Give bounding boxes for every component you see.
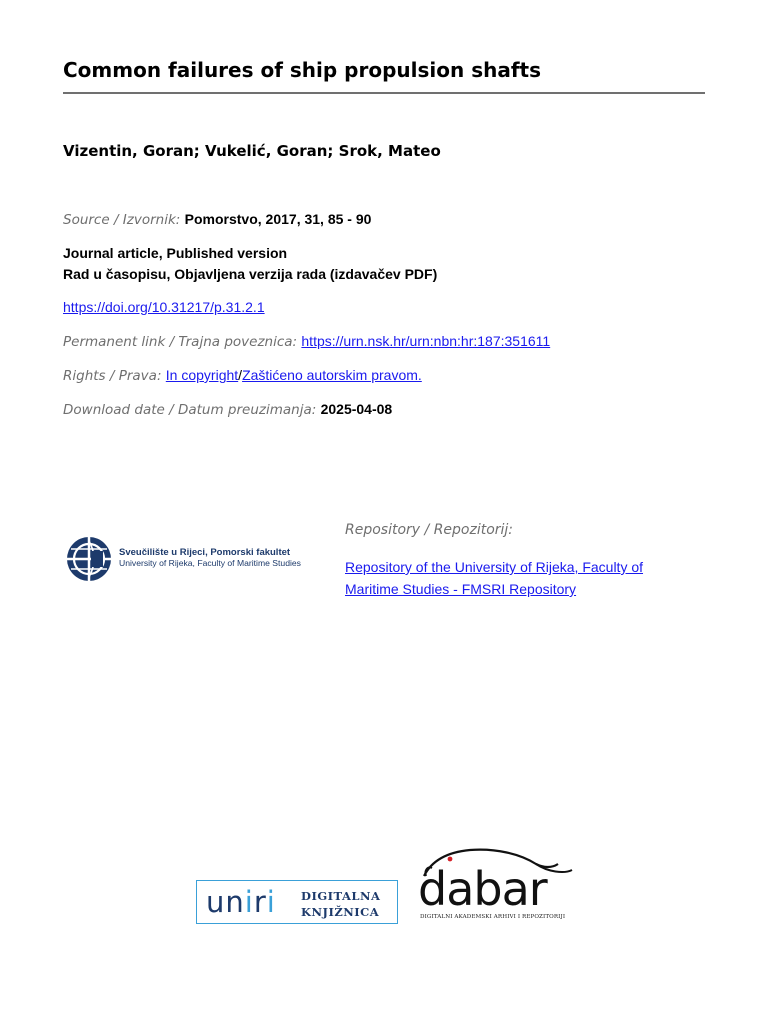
publication-type bbox=[63, 243, 437, 285]
dabar-logo[interactable] bbox=[418, 846, 578, 926]
rights-separator: / bbox=[238, 367, 243, 383]
dabar-wordmark: dabar bbox=[418, 862, 547, 916]
rights-row bbox=[63, 367, 422, 384]
fmsri-name-en: University of Rijeka, Faculty of Maritime Studies bbox=[119, 558, 301, 568]
doi-row bbox=[63, 299, 265, 316]
publication-type-hr: Rad u časopisu, Objavljena verzija rada (izdavačev PDF) bbox=[63, 266, 438, 282]
fmsri-logo bbox=[63, 533, 328, 585]
uniri-logo[interactable] bbox=[196, 880, 398, 924]
authors: Vizentin, Goran; Vukelić, Goran; Srok, Mateo bbox=[63, 142, 441, 160]
source-label: Source / Izvornik: bbox=[63, 212, 181, 228]
dabar-subtitle: DIGITALNI AKADEMSKI ARHIVI I REPOZITORIJI bbox=[420, 914, 566, 920]
rights-label: Rights / Prava: bbox=[63, 368, 162, 384]
permalink-link[interactable]: https://urn.nsk.hr/urn:nbn:hr:187:351611 bbox=[301, 333, 551, 349]
download-row bbox=[63, 401, 392, 418]
repository-link[interactable]: Repository of the University of Rijeka, Faculty of Maritime Studies - FMSRI Repository bbox=[345, 559, 644, 597]
title-divider bbox=[63, 92, 705, 94]
fmsri-name-hr: Sveučilište u Rijeci, Pomorski fakultet bbox=[119, 547, 291, 558]
uniri-label-2: KNJIŽNICA bbox=[301, 905, 380, 919]
download-label: Download date / Datum preuzimanja: bbox=[63, 402, 317, 418]
document-title: Common failures of ship propulsion shafts bbox=[63, 58, 541, 82]
permalink-row bbox=[63, 333, 550, 350]
source-value: Pomorstvo, 2017, 31, 85 - 90 bbox=[184, 211, 372, 227]
repository-link-container bbox=[345, 556, 665, 600]
rights-link-en[interactable]: In copyright bbox=[165, 367, 239, 383]
source-row bbox=[63, 211, 371, 228]
download-value: 2025-04-08 bbox=[320, 401, 393, 417]
uniri-label-1: DIGITALNA bbox=[301, 889, 381, 903]
publication-type-en: Journal article, Published version bbox=[63, 245, 288, 261]
permalink-label: Permanent link / Trajna poveznica: bbox=[63, 334, 298, 350]
doi-link[interactable]: https://doi.org/10.31217/p.31.2.1 bbox=[63, 299, 265, 315]
rights-link-hr[interactable]: Zaštićeno autorskim pravom. bbox=[242, 367, 422, 383]
globe-logo-icon bbox=[65, 535, 113, 583]
repository-label: Repository / Repozitorij: bbox=[345, 522, 514, 538]
uniri-wordmark: uniri bbox=[206, 885, 276, 919]
